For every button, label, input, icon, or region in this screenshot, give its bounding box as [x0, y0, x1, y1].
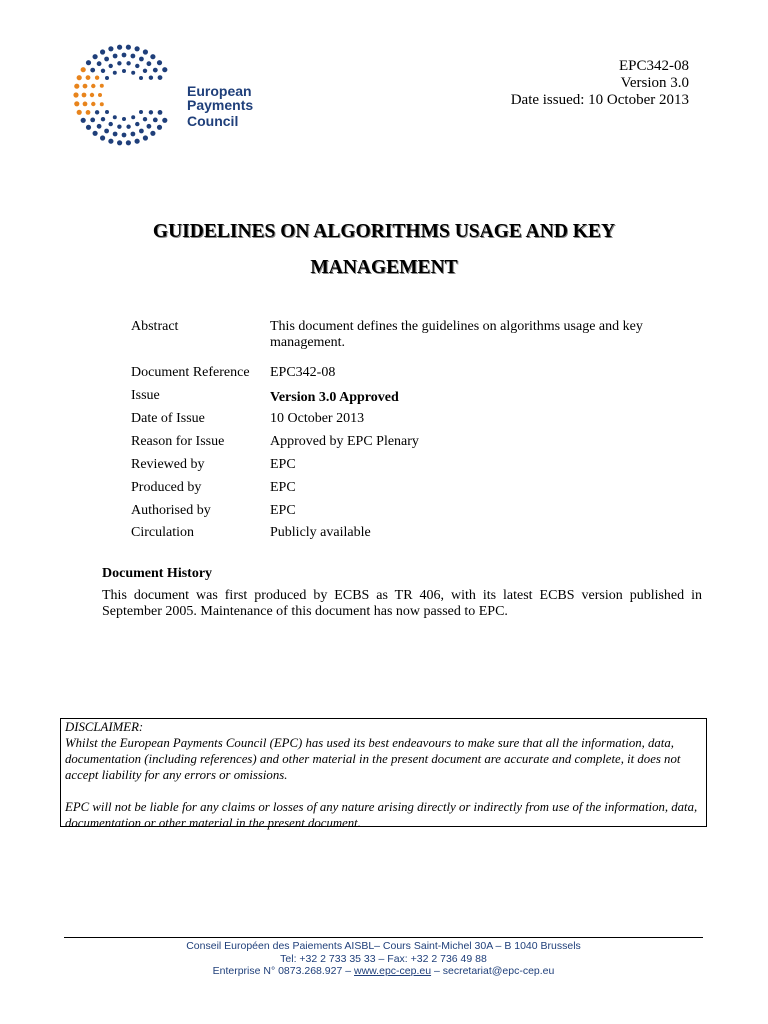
logo-dot — [83, 102, 88, 107]
disclaimer-box — [60, 718, 707, 830]
document-metadata — [131, 319, 651, 547]
logo-dot — [81, 118, 86, 123]
logo-dot — [77, 75, 82, 80]
meta-value: This document defines the guidelines on algorithms usage and key management. — [270, 319, 643, 350]
logo-dot — [135, 46, 140, 51]
logo-dot — [104, 129, 109, 134]
logo-dot — [95, 76, 99, 80]
meta-row — [131, 480, 651, 503]
epc-logo — [62, 40, 252, 150]
logo-dot — [73, 92, 78, 97]
logo-dot — [109, 64, 113, 68]
logo-dot — [153, 118, 158, 123]
logo-dot — [113, 54, 118, 59]
logo-dot — [100, 49, 105, 54]
disclaimer-paragraph-2: EPC will not be liable for any claims or losses of any nature arising directly or indirectly from use of the information, data, documentation or other material in the present document. — [65, 800, 698, 830]
logo-dot — [135, 64, 139, 68]
logo-text-line1: European — [187, 83, 252, 99]
meta-value: Approved by EPC Plenary — [270, 434, 419, 449]
logo-dot — [74, 101, 79, 106]
logo-dot — [147, 124, 152, 129]
logo-dot — [91, 84, 95, 88]
meta-label: Document Reference — [131, 365, 250, 380]
meta-label: Reason for Issue — [131, 434, 225, 449]
logo-dot — [117, 61, 121, 65]
title-line2: MANAGEMENT — [310, 257, 458, 278]
meta-row — [131, 457, 651, 480]
logo-dot — [150, 54, 155, 59]
footer-website-link[interactable]: www.epc-cep.eu — [354, 965, 432, 977]
logo-dot — [117, 125, 121, 129]
logo-dot — [105, 110, 109, 114]
meta-value: EPC342-08 — [270, 365, 336, 380]
logo-dot — [149, 76, 153, 80]
logo-dot — [90, 118, 95, 123]
history-text: This document was first produced by ECBS as TR 406, with its latest ECBS version published in September 2005. Maintenance of this document has now passed to EPC. — [102, 588, 702, 619]
logo-dot — [95, 110, 99, 114]
logo-dot — [97, 61, 102, 66]
logo-dot — [139, 129, 144, 134]
meta-value: Version 3.0 Approved — [270, 390, 399, 405]
logo-dot — [97, 124, 102, 129]
meta-row — [131, 503, 651, 525]
meta-label: Produced by — [131, 480, 202, 495]
logo-dot — [131, 71, 135, 75]
logo-dot — [113, 115, 117, 119]
logo-dot — [135, 122, 139, 126]
logo-dot — [157, 60, 162, 65]
logo-dot — [81, 67, 86, 72]
meta-row — [131, 411, 651, 434]
logo-dot — [77, 110, 82, 115]
logo-dot — [122, 69, 126, 73]
logo-dot — [105, 76, 109, 80]
footer-enterprise — [60, 965, 707, 978]
logo-dot — [131, 115, 135, 119]
logo-dot — [162, 118, 167, 123]
meta-row — [131, 525, 651, 547]
meta-row — [131, 365, 651, 388]
meta-row — [131, 434, 651, 457]
logo-dot — [101, 117, 105, 121]
logo-dot — [117, 140, 122, 145]
logo-dot — [131, 54, 136, 59]
logo-dot — [108, 46, 113, 51]
logo-dot — [143, 117, 147, 121]
meta-value: EPC — [270, 503, 296, 518]
logo-dot — [131, 132, 136, 137]
logo-dot — [143, 135, 148, 140]
logo-dot — [100, 135, 105, 140]
logo-dot — [91, 102, 95, 106]
logo-dot — [162, 67, 167, 72]
logo-dot — [101, 69, 105, 73]
logo-dot — [135, 139, 140, 144]
disclaimer-paragraph-1: Whilst the European Payments Council (EPC) has used its best endeavours to make sure that all the information, data, documentation (including references) and other material in the present document are accurate and complete, it does not accept liability for any errors or omissions. — [65, 736, 681, 782]
title-line1: GUIDELINES ON ALGORITHMS USAGE AND KEY — [152, 221, 616, 242]
logo-dot — [117, 45, 122, 50]
logo-dot — [90, 68, 95, 73]
document-title — [80, 214, 688, 286]
logo-dot — [143, 49, 148, 54]
logo-dot — [93, 131, 98, 136]
document-code: EPC342-08 — [618, 58, 689, 74]
logo-dot — [83, 84, 88, 89]
logo-dot — [143, 69, 147, 73]
meta-label: Reviewed by — [131, 457, 205, 472]
footer-address: Conseil Européen des Paiements AISBL– Cours Saint-Michel 30A – B 1040 Brussels — [186, 940, 581, 952]
footer-email: – secretariat@epc-cep.eu — [431, 965, 555, 977]
logo-dot — [158, 110, 163, 115]
history-heading: Document History — [102, 566, 213, 581]
meta-label: Authorised by — [131, 503, 211, 518]
logo-dot — [86, 60, 91, 65]
logo-dot — [108, 139, 113, 144]
logo-dot — [113, 71, 117, 75]
logo-dot — [122, 53, 127, 58]
logo-dot — [122, 133, 127, 138]
date-issued: Date issued: 10 October 2013 — [510, 92, 689, 108]
meta-label: Abstract — [131, 319, 179, 334]
logo-dot — [113, 132, 118, 137]
page-footer — [60, 940, 707, 978]
logo-dot — [139, 76, 143, 80]
logo-dot — [104, 57, 109, 62]
logo-dot — [82, 93, 87, 98]
logo-dot — [126, 125, 130, 129]
meta-label: Circulation — [131, 525, 194, 540]
logo-dot — [86, 125, 91, 130]
meta-label: Issue — [131, 388, 160, 403]
meta-value: Publicly available — [270, 525, 371, 540]
footer-enterprise-number: Enterprise N° 0873.268.927 – — [212, 965, 355, 977]
logo-dot — [126, 61, 130, 65]
logo-text-line2: Payments Council — [187, 97, 254, 129]
logo-dot — [139, 57, 144, 62]
logo-dot — [86, 110, 91, 115]
footer-divider — [64, 937, 703, 938]
disclaimer-heading: DISCLAIMER: — [65, 720, 144, 734]
logo-dot — [150, 131, 155, 136]
logo-dot — [86, 75, 91, 80]
document-reference-block — [511, 58, 689, 109]
logo-dot — [90, 93, 94, 97]
meta-value: EPC — [270, 457, 296, 472]
logo-dot — [158, 75, 163, 80]
meta-value: 10 October 2013 — [270, 411, 365, 426]
logo-dot — [98, 93, 102, 97]
logo-dot — [74, 84, 79, 89]
logo-dot — [109, 122, 113, 126]
footer-phone: Tel: +32 2 733 35 33 – Fax: +32 2 736 49 88 — [280, 952, 487, 965]
logo-dot — [100, 84, 104, 88]
meta-row — [131, 388, 651, 411]
logo-dot — [126, 45, 131, 50]
document-version: Version 3.0 — [620, 75, 689, 91]
logo-dot — [100, 102, 104, 106]
logo-dot — [157, 125, 162, 130]
logo-dot — [149, 110, 153, 114]
logo-dot — [122, 117, 126, 121]
meta-label: Date of Issue — [131, 411, 205, 426]
meta-row — [131, 319, 651, 365]
meta-value: EPC — [270, 480, 296, 495]
logo-dot — [153, 68, 158, 73]
logo-dot — [93, 54, 98, 59]
logo-dot — [147, 61, 152, 66]
logo-dot — [139, 110, 143, 114]
logo-dot — [126, 140, 131, 145]
